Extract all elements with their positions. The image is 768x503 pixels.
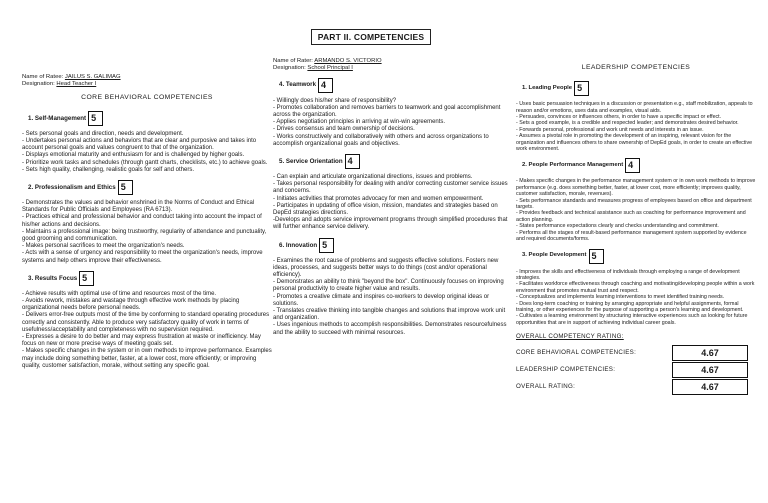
indicator-text: - Practices ethical and professional behavior and conduct taking into account the impact of his/her actions and decisions. — [22, 214, 262, 228]
indicator-text: - Sets high quality, challenging, realistic goals for self and others. — [22, 166, 194, 173]
indicator-text: - Performs all the stages of result-based performance management system supported by evidence and required documents/forms. — [516, 229, 747, 243]
overall-rating-row — [516, 378, 756, 395]
section-leading-people — [516, 81, 756, 152]
indicator-text: - Conceptualizes and implements learning interventions to meet identified training needs. — [516, 294, 725, 301]
indicator-text: - Uses ingenious methods to accomplish responsibilities. Demonstrates resourcefulness and the ability to succeed with minimal resources. — [273, 322, 507, 336]
indicator-text: - Achieve results with optimal use of time and resources most of the time. — [22, 290, 217, 297]
rating-label: OVERALL RATING: — [516, 383, 576, 391]
page-title: PART II. COMPETENCIES — [311, 29, 431, 45]
score-box[interactable]: 5 — [319, 238, 334, 253]
ratee-designation-line — [22, 81, 272, 88]
indicator-text: - Makes specific changes in the performance management system or in own work methods to improve performance (e.g. does something better, faster, at lower cost, more efficiently; improves quality, customer satisfaction, morale, revenues). — [516, 178, 756, 198]
rater-designation-line — [273, 65, 513, 72]
rating-value-box[interactable]: 4.67 — [672, 362, 748, 378]
indicator-text: - Delivers error-free outputs most of the time by conforming to standard operating procedures correctly and consistently. Able to produce very satisfactory quality of work in terms of usefulness/acceptability and completeness with no supervision required. — [22, 312, 270, 333]
section-title: 2. People Performance Management — [522, 162, 624, 169]
section-title: 5. Service Orientation — [279, 157, 343, 165]
indicator-text: - Improves the skills and effectiveness of individuals through employing a range of development strategies. — [516, 268, 740, 281]
rating-value-box[interactable]: 4.67 — [672, 379, 748, 395]
indicator-text: - Participates in updating of office vision, mission, mandates and strategies based on DepEd strategies directions. — [273, 202, 498, 217]
core-rating-row — [516, 344, 756, 361]
indicator-text: - Can explain and articulate organizational directions, issues and problems. — [273, 174, 473, 181]
overall-rating-block — [516, 333, 756, 395]
leadership-rating-row — [516, 361, 756, 378]
indicator-text: - Provides feedback and technical assistance such as coaching for performance improvement and action planning. — [516, 210, 746, 223]
indicator-text: - Drives consensus and team ownership of decisions. — [273, 126, 415, 133]
rater-name: ARMANDO S. VICTORIO — [314, 58, 382, 64]
indicator-text: - Takes personal responsibility for dealing with and/or correcting customer service issues and concerns. — [273, 181, 508, 195]
rater-name-line — [273, 58, 513, 65]
indicator-text: - Applies negotiation principles in arriving at win-win agreements. — [273, 119, 446, 126]
indicator-text: - Acts with a sense of urgency and responsibility to meet the organization's needs, improve systems and help others improve their effectiveness. — [22, 250, 263, 264]
indicator-text: - Forwards personal, professional and work unit needs and interests in an issue. — [516, 126, 704, 133]
score-box[interactable]: 5 — [118, 180, 133, 195]
indicator-text: - Expresses a desire to do better and may express frustration at waste or inefficiency. May focus on new or more precise ways of meeting goals set. — [22, 334, 261, 348]
rating-value-box[interactable]: 4.67 — [672, 345, 748, 361]
rating-label: LEADERSHIP COMPETENCIES: — [516, 366, 616, 374]
section-results-focus — [22, 271, 272, 370]
score-box[interactable]: 4 — [625, 158, 640, 173]
section-title: 2. Professionalism and Ethics — [28, 183, 116, 191]
section-title: 1. Self-Management — [28, 114, 87, 122]
indicator-text: - Makes specific changes in the system or in own methods to improve performance. Examples may include doing something better, faster, at a lower cost, more efficiently; or improving quality, customer satisfaction, morale, without setting any specific goal. — [22, 348, 272, 369]
ratee-name-line — [22, 74, 272, 81]
indicator-text: - Makes personal sacrifices to meet the organization's needs. — [22, 243, 185, 250]
core-behavioral-heading: CORE BEHAVIORAL COMPETENCIES — [81, 93, 213, 101]
score-box[interactable]: 5 — [88, 111, 103, 126]
section-people-performance — [516, 158, 756, 242]
indicator-text: -Develops and adopts service improvement programs through simplified procedures that will further enhance service delivery. — [273, 217, 508, 231]
indicator-text: - Sets performance standards and measures progress of employees based on office and department targets. — [516, 197, 752, 211]
score-box[interactable]: 4 — [345, 154, 360, 169]
section-service-orientation — [273, 154, 513, 232]
section-professionalism-ethics — [22, 180, 272, 265]
indicator-text: - Prioritize work tasks and schedules (through gantt charts, checklists, etc.) to achieve goals. — [22, 159, 268, 166]
section-innovation — [273, 238, 513, 337]
leadership-column — [516, 58, 756, 395]
indicator-text: - Sets personal goals and direction, needs and development. — [22, 130, 184, 137]
rater-designation: School Principal I — [307, 64, 353, 71]
indicator-text: - Willingly does his/her share of responsibility? — [273, 97, 397, 104]
indicator-text: - Demonstrates the values and behavior enshrined in the Norms of Conduct and Ethical Standards for Public Officials and Employees (RA 6713). — [22, 200, 255, 214]
leadership-heading: LEADERSHIP COMPETENCIES — [581, 64, 691, 71]
indicator-text: - Cultivates a learning environment by structuring interactive experiences such as looking for future opportunities that are in support of achieving individual career goals. — [516, 313, 748, 326]
designation-label: Designation: — [273, 64, 306, 71]
ratee-designation: Head Teacher I — [56, 80, 97, 87]
designation-label: Designation: — [22, 80, 55, 87]
core-behavioral-column — [22, 74, 272, 370]
section-people-development — [516, 249, 756, 327]
rating-label: CORE BEHAVIORAL COMPETENCIES: — [516, 349, 637, 357]
section-title: 3. Results Focus — [28, 274, 78, 282]
indicator-text: - Promotes collaboration and removes barriers to teamwork and goal accomplishment across the organization. — [273, 104, 501, 118]
indicator-text: - Works constructively and collaboratively with others and across organizations to accomplish organizational goals and objectives. — [273, 133, 489, 147]
indicator-text: - Uses basic persuasion techniques in a discussion or presentation e.g., staff mobilization, appeals to reason and/or emotions, uses data and examples, visual aids. — [516, 101, 753, 114]
score-box[interactable]: 4 — [318, 78, 333, 93]
core-behavioral-column-2 — [273, 58, 513, 337]
indicator-text: - Initiates activities that promotes advocacy for men and women empowerment. — [273, 195, 484, 202]
indicator-text: - Avoids rework, mistakes and wastage through effective work methods by placing organizational needs before personal needs. — [22, 298, 240, 312]
indicator-text: - Sets a good example, is a credible and respected leader; and demonstrates desired behavior. — [516, 120, 739, 127]
section-title: 3. People Development — [522, 252, 587, 259]
section-title: 4. Teamwork — [279, 81, 317, 89]
indicator-text: - Displays emotional maturity and enthusiasm for and is challenged by higher goals. — [22, 152, 245, 159]
indicator-text: - Demonstrates an ability to think "beyond the box". Continuously focuses on improving personal productivity to create higher value and results. — [273, 279, 504, 293]
score-box[interactable]: 5 — [79, 271, 94, 286]
ratee-label: Name of Ratee: — [22, 74, 64, 80]
score-box[interactable]: 5 — [589, 249, 604, 264]
indicator-text: - Facilitates workforce effectiveness through coaching and motivating/developing people within a work environment that promotes mutual trust and respect. — [516, 281, 755, 294]
section-self-management — [22, 111, 272, 174]
indicator-text: - Does long-term coaching or training by arranging appropriate and helpful assignments, formal training, or other experiences for the purpose of supporting a person's learning and development. — [516, 300, 744, 313]
indicator-text: - Undertakes personal actions and behaviors that are clear and purposive and takes into account personal goals and values congruent to that of the organization. — [22, 138, 257, 152]
section-teamwork — [273, 78, 513, 148]
indicator-text: - Promotes a creative climate and inspires co-workers to develop original ideas or solutions. — [273, 293, 490, 307]
indicator-text: - Examines the root cause of problems and suggests effective solutions. Fosters new ideas, processes, and suggests better ways to do things (cost and/or operational efficiency). — [273, 257, 499, 279]
rater-label: Name of Rater: — [273, 58, 313, 64]
score-box[interactable]: 5 — [574, 81, 589, 96]
ratee-name: JAILUS S. GALIMAG — [64, 74, 121, 80]
indicator-text: - Persuades, convinces or influences others, in order to have a specific impact or effect. — [516, 114, 722, 121]
section-title: 1. Leading People — [522, 85, 573, 92]
indicator-text: - Assumes a pivotal role in promoting the development of an inspiring, relevant vision for the organization and influences others to share ownership of DepEd goals, in order to create an effective work environment. — [516, 133, 753, 153]
indicator-text: - States performance expectations clearly and checks understanding and commitment. — [516, 223, 719, 230]
indicator-text: - Maintains a professional image: being trustworthy, regularity of attendance and punctuality, good grooming and communication. — [22, 228, 267, 243]
indicator-text: - Translates creative thinking into tangible changes and solutions that improve work unit and organization. — [273, 308, 506, 322]
overall-rating-title: OVERALL COMPETENCY RATING: — [516, 333, 624, 341]
section-title: 6. Innovation — [279, 241, 318, 249]
